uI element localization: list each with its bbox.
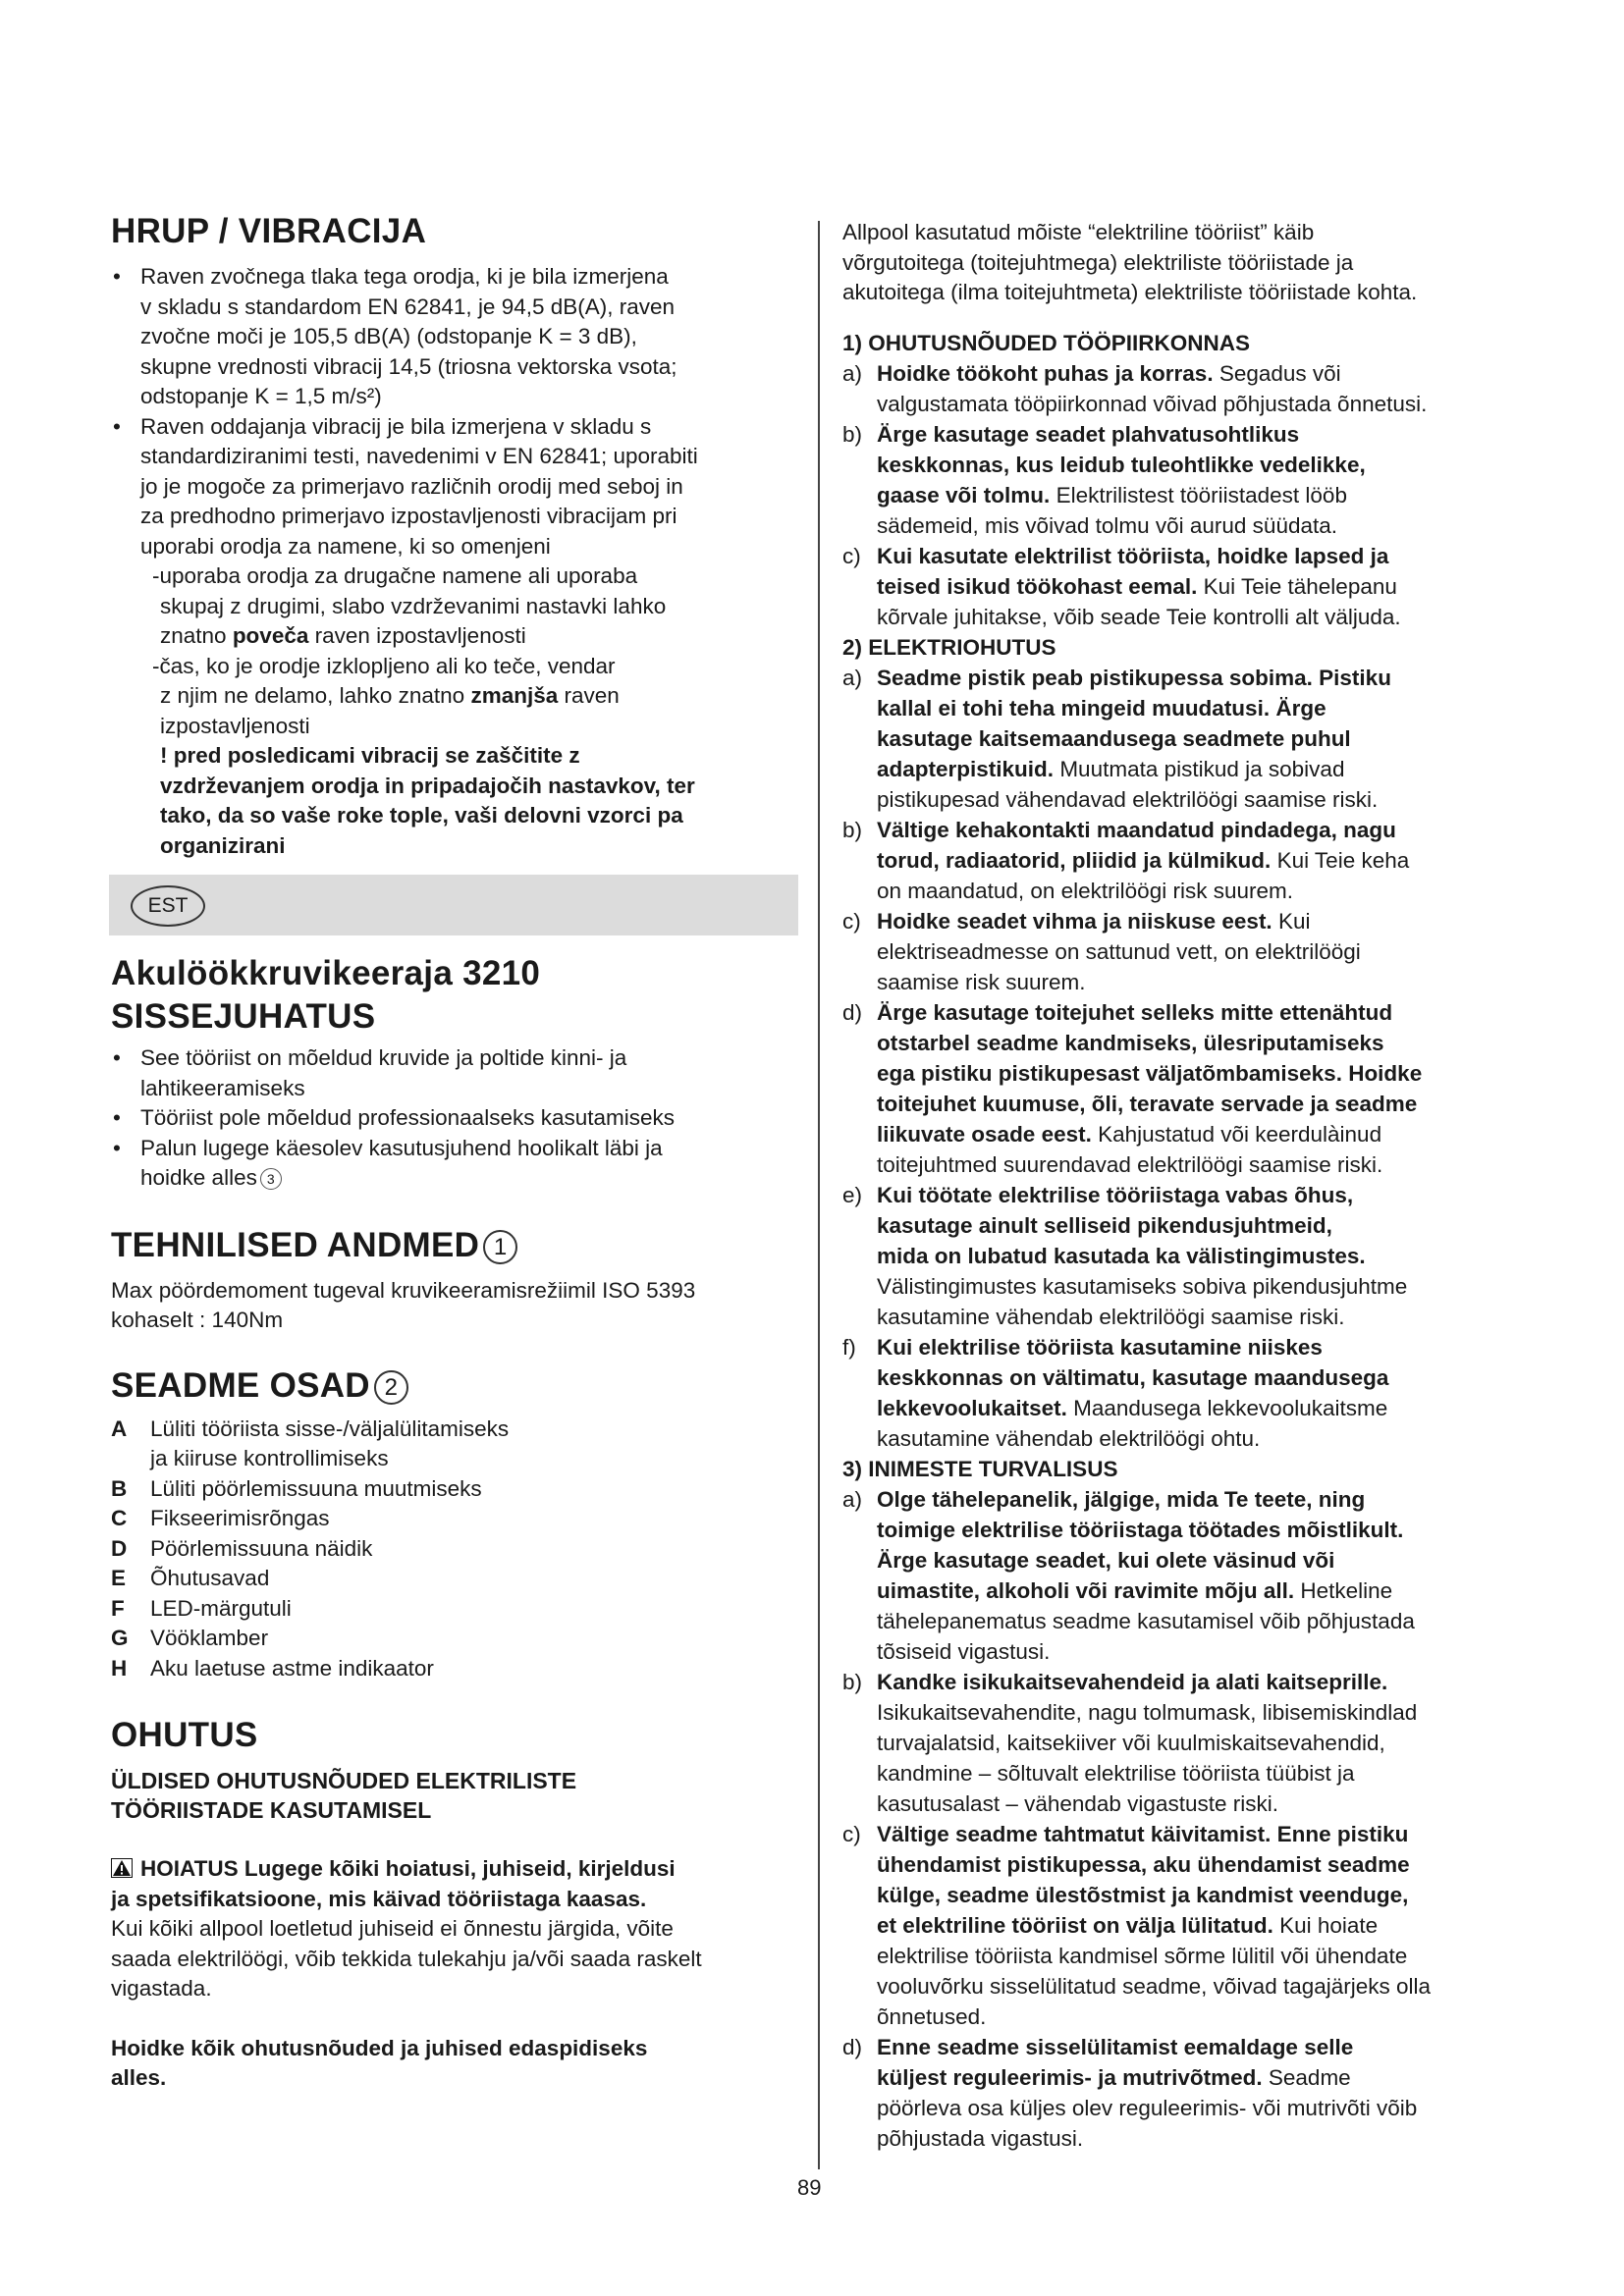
figure-ref-badge: 2	[374, 1370, 408, 1405]
item-label: b)	[842, 817, 863, 842]
text-line	[877, 571, 1401, 602]
text-line: tako, da so vaše roke tople, vaši delovni vzorci pa	[160, 803, 683, 828]
item-label: a)	[842, 1486, 863, 1512]
part-item	[111, 1504, 798, 1534]
list-item	[842, 419, 1530, 541]
item-label: a)	[842, 665, 863, 690]
intro-bullet-2	[111, 1103, 798, 1134]
text-line	[152, 681, 798, 712]
text-line: toitejuhtmed suurendavad elektrilöögi saamise riski.	[877, 1151, 1383, 1177]
text-fragment: HOIATUS Lugege kõiki hoiatusi, juhiseid, kirjeldusi	[140, 1856, 676, 1881]
text-line: kasutusalast – vähendab vigastuste riski.	[877, 1790, 1278, 1816]
vibration-warning	[111, 741, 798, 861]
text-fragment: Muutmata pistikud ja sobivad	[1059, 756, 1345, 781]
list-item	[842, 1180, 1530, 1332]
text-line: Välistingimustes kasutamiseks sobiva pikendusjuhtme	[877, 1273, 1408, 1299]
list-item	[842, 2032, 1530, 2154]
part-text: LED-märgutuli	[150, 1595, 292, 1621]
text-line: keskkonnas on vältimatu, kasutage maandusega	[877, 1364, 1389, 1390]
item-label: d)	[842, 2034, 863, 2059]
part-letter: E	[111, 1566, 127, 1590]
noise-heading: HRUP / VIBRACIJA	[111, 212, 427, 250]
text-fragment: Maandusega lekkevoolukaitsme	[1073, 1395, 1388, 1420]
text-line: Isikukaitsevahendite, nagu tolmumask, libisemiskindlad	[877, 1699, 1418, 1725]
text-line: kasutage ainult selliseid pikendusjuhtmeid,	[877, 1212, 1332, 1238]
text-line: vigastada.	[111, 1976, 212, 2001]
text-line: tõsiseid vigastusi.	[877, 1638, 1051, 1664]
emphasis-text: torud, radiaatorid, pliidid ja külmikud.	[877, 847, 1272, 873]
text-line: Ärge kasutage seadet, kui olete väsinud või	[877, 1547, 1335, 1573]
text-line: on maandatud, on elektrilöögi risk suurem.	[877, 878, 1293, 903]
list-item	[842, 1667, 1530, 1819]
text-line: saamise risk suurem.	[877, 969, 1086, 994]
text-line: ega pistiku pistikupesast väljatõmbamiseks. Hoidke	[877, 1060, 1423, 1086]
text-line: Seadme pistik peab pistikupessa sobima. Pistiku	[877, 665, 1391, 690]
text-line: kohaselt : 140Nm	[111, 1308, 284, 1332]
text-line: TÖÖRIISTADE KASUTAMISEL	[111, 1797, 432, 1823]
text-line: õnnetused.	[877, 2003, 987, 2029]
text-fragment: z njim ne delamo, lahko znatno	[160, 683, 471, 708]
noise-bullet-2	[111, 412, 798, 562]
text-line	[877, 1119, 1422, 1149]
emphasis-text: Hoidke töökoht puhas ja korras.	[877, 360, 1214, 386]
tech-heading	[111, 1225, 798, 1266]
text-line	[877, 754, 1391, 784]
emphasis-text: poveča	[232, 623, 309, 648]
text-fragment: Segadus või	[1218, 360, 1341, 386]
part-letter: H	[111, 1655, 128, 1681]
text-line	[140, 1163, 798, 1194]
product-title: Akulöökkruvikeeraja 3210	[111, 954, 541, 992]
emphasis-text: gaase või tolmu.	[877, 482, 1051, 507]
text-line: Kui töötate elektrilise tööriistaga vabas õhus,	[877, 1182, 1354, 1207]
part-letter: C	[111, 1506, 128, 1530]
text-line: kõrvale juhitakse, võib seade Teie kontrolli alt väljuda.	[877, 604, 1401, 629]
text-line: Kui kõiki allpool loetletud juhiseid ei õnnestu järgida, võite	[111, 1916, 674, 1941]
text-line: turvajalatsid, kaitsekiiver või kuulmiskaitsevahendid,	[877, 1730, 1385, 1755]
part-letter: B	[111, 1475, 128, 1501]
text-fragment: Elektrilistest tööriistadest lööb	[1056, 482, 1347, 507]
text-line	[877, 906, 1361, 936]
item-label: c)	[842, 1821, 861, 1846]
text-line: otstarbel seadme kandmiseks, ülesriputamiseks	[877, 1030, 1384, 1055]
text-line: kasutamine vähendab elektrilöögi ohtu.	[877, 1425, 1261, 1451]
text-line: • See tööriist on mõeldud kruvide ja poltide kinni- ja	[140, 1045, 627, 1070]
text-line: • Palun lugege käesolev kasutusjuhend hoolikalt läbi ja	[140, 1135, 663, 1160]
emphasis-text: uimastite, alkoholi või ravimite mõju all.	[877, 1577, 1295, 1603]
part-letter: A	[111, 1415, 128, 1441]
text-line: • Tööriist pole mõeldud professionaalseks kasutamiseks	[140, 1105, 676, 1130]
text-line: Max pöördemoment tugeval kruvikeeramisrežiimil ISO 5393	[111, 1277, 696, 1303]
safety-heading: OHUTUS	[111, 1716, 258, 1754]
text-line: zvočne moči je 105,5 dB(A) (odstopanje K = 3 dB),	[140, 324, 637, 348]
part-item	[111, 1594, 798, 1625]
parts-list	[111, 1415, 798, 1684]
text-line: vzdrževanjem orodja in pripadajočih nastavkov, ter	[160, 773, 695, 798]
text-line: Ärge kasutage seadet plahvatusohtlikus	[877, 421, 1300, 447]
text-line: skupaj z drugimi, slabo vzdrževanimi nastavki lahko	[160, 593, 667, 618]
text-line: ÜLDISED OHUTUSNÕUDED ELEKTRILISTE	[111, 1768, 577, 1793]
item-label: c)	[842, 543, 861, 568]
figure-ref-badge: 3	[260, 1168, 282, 1190]
safety-subheading	[111, 1766, 798, 1825]
text-line: kasutamine vähendab elektrilöögi saamise riski.	[877, 1304, 1345, 1329]
list-item	[842, 541, 1530, 632]
tech-text	[111, 1276, 798, 1336]
text-line: pöörleva osa küljes olev reguleerimis- või mutrivõti võib	[877, 2095, 1418, 2120]
text-line: uporabi orodja za namene, ki so omenjeni	[140, 533, 551, 559]
emphasis-text: zmanjša	[470, 683, 559, 708]
list-item	[842, 1484, 1530, 1667]
text-fragment: Seadme	[1268, 2064, 1351, 2090]
text-fragment: hoidke alles	[140, 1165, 257, 1190]
text-line: Ärge kasutage toitejuhet selleks mitte ettenähtud	[877, 999, 1393, 1025]
section-electrical-safety: 2) ELEKTRIOHUTUS	[842, 634, 1056, 660]
text-line: v skladu s standardom EN 62841, je 94,5 dB(A), raven	[140, 294, 676, 319]
emphasis-text: teised isikud töökohast eemal.	[877, 573, 1198, 599]
text-line: za predhodno primerjavo izpostavljenosti vibracijam pri	[140, 504, 677, 528]
left-column	[111, 211, 798, 2094]
part-text: Lüliti pöörlemissuuna muutmiseks	[150, 1475, 482, 1501]
part-text: Pöörlemissuuna näidik	[150, 1535, 373, 1561]
emphasis-text: et elektriline tööriist on välja lülitatud.	[877, 1912, 1273, 1938]
text-line: kallal ei tohi teha mingeid muudatusi. Ärge	[877, 695, 1326, 721]
text-line: mida on lubatud kasutada ka välistingimustes.	[877, 1243, 1366, 1268]
text-line: jo je mogoče za primerjavo različnih orodij med seboj in	[140, 473, 683, 499]
general-warning	[111, 1854, 798, 1914]
text-line: elektriseadmesse on sattunud vett, on elektrilöögi	[877, 938, 1361, 964]
est-language-badge: EST	[131, 885, 205, 927]
emphasis-text: lekkevoolukaitset.	[877, 1395, 1067, 1420]
list-item	[842, 663, 1530, 815]
emphasis-text: adapterpistikuid.	[877, 756, 1055, 781]
text-line	[877, 358, 1427, 389]
right-column	[842, 218, 1530, 2154]
text-line: võrgutoitega (toitejuhtmega) elektriliste tööriistade ja	[842, 249, 1354, 275]
text-line	[877, 480, 1366, 510]
text-line: keskkonnas, kus leidub tuleohtlikke vedelikke,	[877, 452, 1366, 477]
text-line	[877, 2062, 1417, 2093]
part-letter: D	[111, 1535, 128, 1561]
text-line: Kui elektrilise tööriista kasutamine niiskes	[877, 1334, 1323, 1360]
heading-text: TEHNILISED ANDMED	[111, 1225, 480, 1264]
part-item	[111, 1415, 798, 1445]
text-line: saada elektrilöögi, võib tekkida tulekahju ja/või saada raskelt	[111, 1946, 702, 1971]
part-item	[111, 1474, 798, 1505]
list-item	[842, 358, 1530, 419]
text-line: tähelepanematus seadme kasutamisel võib põhjustada	[877, 1608, 1415, 1633]
list-item	[842, 906, 1530, 997]
item-label: d)	[842, 999, 863, 1025]
column-divider	[818, 221, 820, 2169]
part-item	[111, 1444, 798, 1474]
section-work-area: 1) OHUTUSNÕUDED TÖÖPIIRKONNAS	[842, 330, 1251, 355]
text-line: külge, seadme ülestõstmist ja kandmist veenduge,	[877, 1882, 1409, 1907]
text-line: Kui kasutate elektrilist tööriista, hoidke lapsed ja	[877, 543, 1389, 568]
text-line: Vältige kehakontakti maandatud pindadega, nagu	[877, 817, 1396, 842]
text-line: valgustamata tööpiirkonnad võivad põhjustada õnnetusi.	[877, 391, 1428, 416]
text-line: pistikupesad vähendavad elektrilöögi saamise riski.	[877, 786, 1379, 812]
text-fragment: raven izpostavljenosti	[308, 623, 526, 648]
heading-text: SEADME OSAD	[111, 1365, 370, 1405]
text-fragment: Kui Teie keha	[1276, 847, 1410, 873]
noise-bullet-1	[111, 262, 798, 412]
emphasis-text: küljest reguleerimis- ja mutrivõtmed.	[877, 2064, 1263, 2090]
text-line: Hoidke kõik ohutusnõuded ja juhised edaspidiseks	[111, 2035, 648, 2060]
text-line	[877, 1393, 1388, 1423]
text-line: standardiziranimi testi, navedenimi v EN 62841; uporabiti	[140, 444, 698, 468]
emphasis-text: liikuvate osade eest.	[877, 1121, 1092, 1147]
text-line: toitejuhet kuumuse, õli, teravate servade ja seadme	[877, 1091, 1418, 1116]
text-line: toimige elektrilise tööriistaga töötades mõistlikult.	[877, 1517, 1404, 1542]
part-item	[111, 1654, 798, 1684]
part-letter: G	[111, 1626, 129, 1650]
part-text: Õhutusavad	[150, 1566, 270, 1590]
page-number: 89	[797, 2175, 822, 2200]
keep-instructions	[111, 2034, 798, 2094]
text-line: lahtikeeramiseks	[140, 1075, 305, 1100]
text-line: ühendamist pistikupessa, aku ühendamist seadme	[877, 1851, 1410, 1877]
part-item	[111, 1624, 798, 1654]
text-line: elektrilise tööriista kandmisel sõrme lülitil või ühendate	[877, 1943, 1408, 1968]
text-fragment: raven	[558, 683, 620, 708]
text-line: -čas, ko je orodje izklopljeno ali ko teče, vendar	[152, 653, 616, 678]
part-text: Vööklamber	[150, 1626, 269, 1650]
general-warning-text	[111, 1914, 798, 2004]
text-line: odstopanje K = 1,5 m/s²)	[140, 384, 382, 408]
part-text: ja kiiruse kontrollimiseks	[150, 1446, 389, 1470]
text-line: vooluvõrku sisselülitatud seadme, võivad tagajärjeks olla	[877, 1973, 1432, 1999]
noise-sub-2	[111, 652, 798, 742]
text-line: akutoitega (ilma toitejuhtmeta) elektriliste tööriistade kohta.	[842, 280, 1418, 304]
language-bar	[109, 875, 798, 935]
noise-sub-1	[111, 561, 798, 652]
intro-bullet-1	[111, 1043, 798, 1103]
part-text: Aku laetuse astme indikaator	[150, 1655, 434, 1681]
text-line: • Raven oddajanja vibracij je bila izmerjena v skladu s	[140, 413, 652, 439]
warning-icon	[111, 1858, 133, 1878]
text-fragment: Kui Teie tähelepanu	[1203, 573, 1397, 599]
figure-ref-badge: 1	[483, 1230, 517, 1264]
item-label: a)	[842, 360, 863, 386]
text-line: ja spetsifikatsioone, mis käivad tööriistaga kaasas.	[111, 1886, 647, 1911]
text-line	[877, 1910, 1431, 1941]
text-line: kasutage kaitsemaandusega seadmete puhul	[877, 725, 1351, 751]
text-line: põhjustada vigastusi.	[877, 2125, 1084, 2151]
text-line: Olge tähelepanelik, jälgige, mida Te teete, ning	[877, 1486, 1366, 1512]
part-item	[111, 1564, 798, 1594]
part-text: Lüliti tööriista sisse-/väljalülitamiseks	[150, 1415, 510, 1441]
part-item	[111, 1534, 798, 1565]
text-fragment: Kui	[1277, 908, 1311, 934]
text-fragment: Kahjustatud või keerdulàinud	[1098, 1121, 1382, 1147]
part-text: Fikseerimisrõngas	[150, 1506, 330, 1530]
text-fragment: znatno	[160, 623, 233, 648]
text-line: Vältige seadme tahtmatut käivitamist. Enne pistiku	[877, 1821, 1409, 1846]
text-line: alles.	[111, 2065, 167, 2090]
text-fragment: Kui hoiate	[1279, 1912, 1379, 1938]
list-item	[842, 1332, 1530, 1454]
part-letter: F	[111, 1595, 125, 1621]
emphasis-text: Hoidke seadet vihma ja niiskuse eest.	[877, 908, 1272, 934]
list-item	[842, 1819, 1530, 2032]
text-line	[152, 621, 798, 652]
text-fragment: Hetkeline	[1300, 1577, 1393, 1603]
text-line: • Raven zvočnega tlaka tega orodja, ki je bila izmerjena	[140, 264, 669, 289]
text-line: organizirani	[160, 832, 286, 858]
text-line: skupne vrednosti vibracij 14,5 (triosna vektorska vsota;	[140, 353, 677, 379]
intro-bullet-3	[111, 1134, 798, 1194]
text-line: Enne seadme sisselülitamist eemaldage selle	[877, 2034, 1354, 2059]
text-line: Kandke isikukaitsevahendeid ja alati kaitseprille.	[877, 1669, 1388, 1694]
item-label: c)	[842, 908, 861, 934]
text-line: -uporaba orodja za drugačne namene ali uporaba	[152, 563, 638, 588]
text-line: izpostavljenosti	[160, 713, 310, 738]
part-letter	[111, 1444, 150, 1474]
intro-heading: SISSEJUHATUS	[111, 997, 376, 1036]
text-line: ! pred posledicami vibracij se zaščitite z	[160, 743, 580, 768]
text-line	[877, 845, 1409, 876]
section-personal-safety: 3) INIMESTE TURVALISUS	[842, 1456, 1118, 1481]
list-item	[842, 815, 1530, 906]
text-line	[111, 1854, 798, 1885]
list-item	[842, 997, 1530, 1180]
text-line: sädemeid, mis võivad tolmu või aurud süüdata.	[877, 512, 1337, 538]
item-label: e)	[842, 1182, 863, 1207]
parts-heading	[111, 1365, 798, 1407]
scope-intro	[842, 218, 1530, 308]
item-label: f)	[842, 1334, 856, 1360]
text-line: Allpool kasutatud mõiste “elektriline tööriist” käib	[842, 220, 1315, 244]
text-line: kandmine – sõltuvalt elektrilise tööriista tüübist ja	[877, 1760, 1355, 1786]
item-label: b)	[842, 1669, 863, 1694]
item-label: b)	[842, 421, 863, 447]
text-line	[877, 1575, 1415, 1606]
